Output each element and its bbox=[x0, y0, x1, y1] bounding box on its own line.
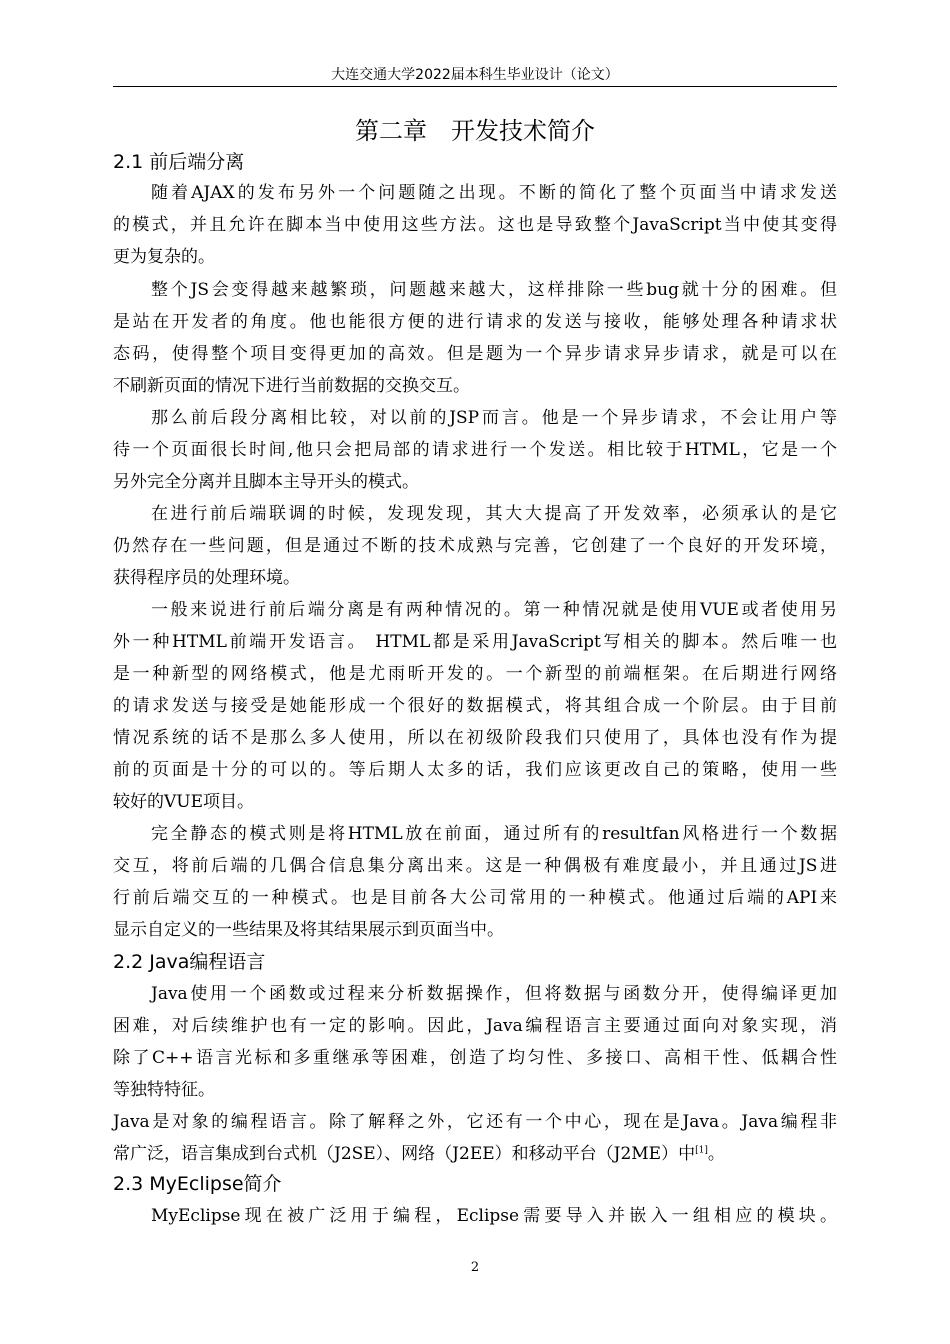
body-line: 行前后端交互的一种模式。也是目前各大公司常用的一种模式。他通过后端的API来 bbox=[113, 888, 837, 908]
body-line: 一般来说进行前后端分离是有两种情况的。第一种情况就是使用VUE或者使用另 bbox=[151, 600, 837, 620]
page-number: 2 bbox=[470, 1260, 480, 1275]
body-line: 前的页面是十分的可以的。等后期人太多的话，我们应该更改自己的策略，使用一些 bbox=[113, 760, 837, 780]
body-line: 困难，对后续维护也有一定的影响。因此，Java编程语言主要通过面向对象实现，消 bbox=[113, 1016, 837, 1036]
body-line: 情况系统的话不是那么多人使用，所以在初级阶段我们只使用了，具体也没有作为提 bbox=[113, 728, 837, 748]
body-line: 是站在开发者的角度。他也能很方便的进行请求的发送与接收，能够处理各种请求状 bbox=[113, 312, 837, 332]
body-line: 除了C++语言光标和多重继承等困难，创造了均匀性、多接口、高相干性、低耦合性 bbox=[113, 1048, 837, 1068]
body-line: 的模式，并且允许在脚本当中使用这些方法。这也是导致整个JavaScript当中使其变得 bbox=[113, 215, 837, 235]
citation-marker[interactable]: [1] bbox=[695, 1145, 708, 1156]
header-divider bbox=[113, 86, 837, 87]
body-line: 仍然存在一些问题，但是通过不断的技术成熟与完善，它创建了一个良好的开发环境， bbox=[113, 536, 837, 556]
chapter-title: 第二章 开发技术简介 bbox=[355, 117, 595, 145]
body-line: 态码，使得整个项目变得更加的高效。但是题为一个异步请求异步请求，就是可以在 bbox=[113, 344, 837, 364]
body-line: 是一种新型的网络模式，他是尤雨昕开发的。一个新型的前端框架。在后期进行网络 bbox=[113, 664, 837, 684]
body-line: 完全静态的模式则是将HTML放在前面，通过所有的resultfan风格进行一个数据 bbox=[151, 824, 837, 844]
body-line: 待一个页面很长时间,他只会把局部的请求进行一个发送。相比较于HTML，它是一个 bbox=[113, 440, 837, 460]
body-line: 显示自定义的一些结果及将其结果展示到页面当中。 bbox=[113, 920, 504, 940]
body-line: 外一种HTML前端开发语言。 HTML都是采用JavaScript写相关的脚本。然后唯一也 bbox=[113, 632, 837, 652]
body-text: 。 bbox=[707, 1144, 725, 1164]
body-text: 常广泛，语言集成到台式机（J2SE）、网络（J2EE）和移动平台（J2ME）中 bbox=[113, 1144, 696, 1164]
section-heading-2-3: 2.3 MyEclipse简介 bbox=[113, 1173, 282, 1195]
body-line: 等独特特征。 bbox=[113, 1080, 215, 1100]
body-line: 的请求发送与接受是她能形成一个很好的数据模式，将其组合成一个阶层。由于目前 bbox=[113, 696, 837, 716]
body-line: 获得程序员的处理环境。 bbox=[113, 568, 300, 588]
body-line: 另外完全分离并且脚本主导开头的模式。 bbox=[113, 472, 419, 492]
body-line: 交互，将前后端的几偶合信息集分离出来。这是一种偶极有难度最小，并且通过JS进 bbox=[113, 856, 837, 876]
body-line: 整个JS会变得越来越繁琐，问题越来越大，这样排除一些bug就十分的困难。但 bbox=[151, 280, 837, 300]
body-line: 那么前后段分离相比较，对以前的JSP而言。他是一个异步请求，不会让用户等 bbox=[151, 408, 837, 428]
body-line bbox=[113, 1143, 837, 1165]
body-line: Java是对象的编程语言。除了解释之外，它还有一个中心，现在是Java。Java编程非 bbox=[113, 1112, 837, 1132]
section-heading-2-1: 2.1 前后端分离 bbox=[113, 151, 245, 173]
body-line: 更为复杂的。 bbox=[113, 247, 215, 267]
body-line: Java使用一个函数或过程来分析数据操作，但将数据与函数分开，使得编译更加 bbox=[151, 984, 837, 1004]
body-line: 较好的VUE项目。 bbox=[113, 792, 255, 812]
body-line: 在进行前后端联调的时候，发现发现，其大大提高了开发效率，必须承认的是它 bbox=[151, 504, 837, 524]
body-line: MyEclipse现在被广泛用于编程，Eclipse需要导入并嵌入一组相应的模块。 bbox=[151, 1206, 837, 1226]
body-line: 随着AJAX的发布另外一个问题随之出现。不断的简化了整个页面当中请求发送 bbox=[151, 183, 837, 203]
running-header: 大连交通大学2022届本科生毕业设计（论文） bbox=[331, 67, 619, 83]
body-line: 不刷新页面的情况下进行当前数据的交换交互。 bbox=[113, 376, 470, 396]
section-heading-2-2: 2.2 Java编程语言 bbox=[113, 951, 266, 973]
